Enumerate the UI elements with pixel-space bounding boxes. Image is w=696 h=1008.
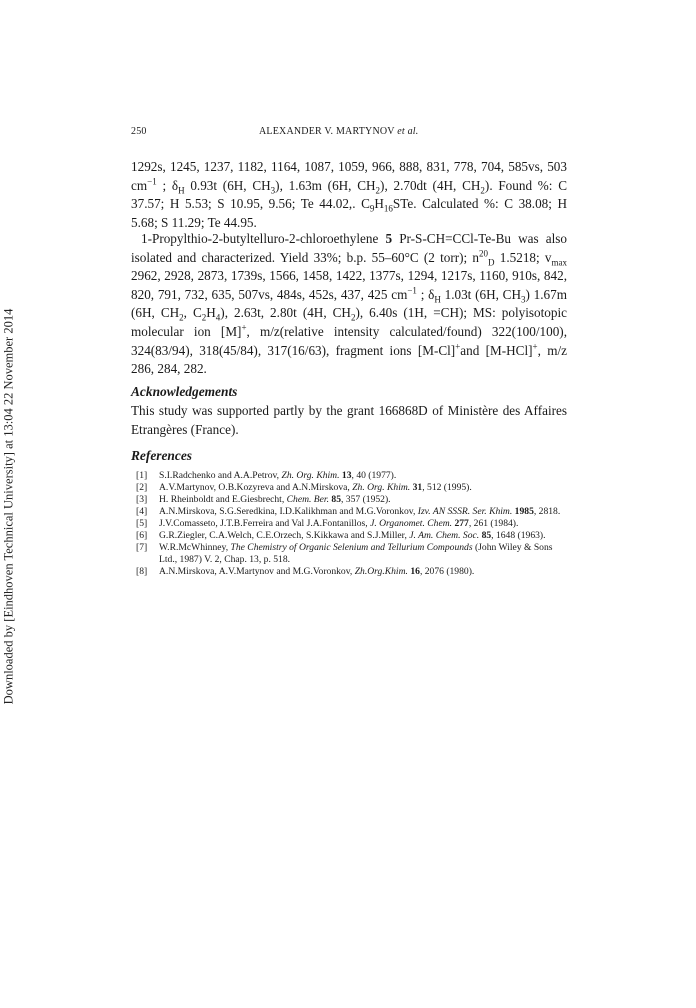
reference-item bbox=[136, 482, 572, 494]
reference-authors: W.R.McWhinney, bbox=[159, 542, 231, 553]
reference-details: (John Wiley & Sons Ltd., 1987) V. 2, Chap. 13, p. 518. bbox=[159, 542, 553, 565]
reference-volume: 85 bbox=[481, 530, 492, 541]
reference-journal: Zh. Org. Khim. bbox=[352, 482, 411, 493]
reference-authors: A.N.Mirskova, S.G.Seredkina, I.D.Kalikhman and M.G.Voronkov, bbox=[159, 506, 418, 517]
reference-item bbox=[136, 506, 572, 518]
reference-journal: Zh. Org. Khim. bbox=[281, 470, 340, 481]
reference-details: , 261 (1984). bbox=[468, 518, 519, 529]
reference-details: , 357 (1952). bbox=[341, 494, 391, 505]
reference-details: , 2818. bbox=[533, 506, 561, 517]
references-heading: References bbox=[131, 448, 192, 463]
reference-authors: H. Rheinboldt and E.Giesbrecht, bbox=[159, 494, 287, 505]
reference-volume: 277 bbox=[454, 518, 469, 529]
reference-item bbox=[136, 518, 572, 530]
reference-journal: J. Am. Chem. Soc. bbox=[409, 530, 480, 541]
reference-number: [7] bbox=[136, 542, 148, 553]
reference-number: [2] bbox=[136, 482, 148, 493]
reference-journal: Chem. Ber. bbox=[286, 494, 329, 505]
download-watermark-text: Downloaded by [Eindhoven Technical University] at 13:04 22 November 2014 bbox=[1, 308, 16, 704]
reference-volume: 85 bbox=[331, 494, 341, 505]
reference-authors: J.V.Comasseto, J.T.B.Ferreira and Val J.A.Fontanillos, bbox=[159, 518, 371, 529]
reference-item bbox=[136, 470, 572, 482]
spectral-data-paragraph: 1292s, 1245, 1237, 1182, 1164, 1087, 1059, 966, 888, 831, 778, 704, 585vs, 503 $cm^{-1}$ ; $\delta_H$ 0.93t (6H, $CH_3$), 1.63m (6H, $CH_2$), 2.70dt (4H, $CH_2$). Found %: C 37.57; H 5.53; S 10.95, 9.56; Te 44.02,. $C_9H_{16}STe$. Calculated %: C 38.08; H 5.68; S 11.29; Te 44.95. bbox=[131, 159, 567, 230]
reference-journal: Zh.Org.Khim. bbox=[354, 566, 408, 577]
reference-authors: A.V.Martynov, O.B.Kozyreva and A.N.Mirskova, bbox=[159, 482, 353, 493]
running-head-etal: et al. bbox=[397, 126, 419, 137]
reference-journal: The Chemistry of Organic Selenium and Tellurium Compounds bbox=[230, 542, 473, 553]
acknowledgements-text: This study was supported partly by the grant 166868D of Ministère des Affaires Etrangères (France). bbox=[131, 403, 567, 437]
compound-5-paragraph: 1-Propylthio-2-butyltelluro-2-chloroethylene 5 Pr-S-CH=CCl-Te-Bu was also isolated and characterized. Yield 33%; b.p. 55–60°C (2 torr); $n^{20}_D$ 1.5218; $v_{max}$ 2962, 2928, 2873, 1739s, 1566, 1458, 1422, 1377s, 1294, 1217s, 1160, 910s, 842, 820, 791, 732, 635, 507vs, 484s, 452s, 437, 425 $cm^{-1}$ ; $\delta_H$ 1.03t (6H, $CH_3$) 1.67m (6H, $CH_2$, $C_2H_4$), 2.63t, 2.80t (4H, $CH_2$), 6.40s (1H, =CH); MS: polyisotopic molecular ion [M]+, m/z(relative intensity calculated/found) 322(100/100), 324(83/94), 318(45/84), 317(16/63), fragment ions [M-Cl]+and [M-HCl]+, m/z 286, 284, 282. bbox=[131, 231, 567, 377]
page-number: 250 bbox=[131, 126, 147, 137]
reference-item bbox=[136, 542, 572, 566]
running-head bbox=[259, 126, 418, 137]
reference-volume: 16 bbox=[410, 566, 420, 577]
reference-volume: 1985 bbox=[514, 506, 534, 517]
reference-volume: 31 bbox=[412, 482, 423, 493]
reference-number: [4] bbox=[136, 506, 148, 517]
reference-number: [6] bbox=[136, 530, 148, 541]
download-watermark bbox=[0, 296, 18, 716]
reference-item bbox=[136, 530, 572, 542]
reference-number: [5] bbox=[136, 518, 148, 529]
reference-authors: A.N.Mirskova, A.V.Martynov and M.G.Voronkov, bbox=[159, 566, 355, 577]
reference-number: [1] bbox=[136, 470, 148, 481]
page-header bbox=[131, 126, 567, 142]
reference-number: [3] bbox=[136, 494, 148, 505]
reference-number: [8] bbox=[136, 566, 148, 577]
reference-item bbox=[136, 494, 572, 506]
compound-number: 5 bbox=[385, 231, 393, 246]
reference-item bbox=[136, 566, 572, 578]
acknowledgements-heading: Acknowledgements bbox=[131, 384, 238, 399]
reference-volume: 13 bbox=[341, 470, 352, 481]
reference-authors: S.I.Radchenko and A.A.Petrov, bbox=[159, 470, 282, 481]
reference-details: , 40 (1977). bbox=[351, 470, 397, 481]
reference-details: , 1648 (1963). bbox=[491, 530, 546, 541]
reference-journal: Izv. AN SSSR. Ser. Khim. bbox=[417, 506, 513, 517]
reference-authors: G.R.Ziegler, C.A.Welch, C.E.Orzech, S.Kikkawa and S.J.Miller, bbox=[159, 530, 410, 541]
reference-list bbox=[136, 470, 572, 578]
reference-details: , 512 (1995). bbox=[422, 482, 472, 493]
reference-journal: J. Organomet. Chem. bbox=[370, 518, 453, 529]
reference-details: , 2076 (1980). bbox=[419, 566, 475, 577]
running-head-author: ALEXANDER V. MARTYNOV bbox=[259, 126, 395, 137]
